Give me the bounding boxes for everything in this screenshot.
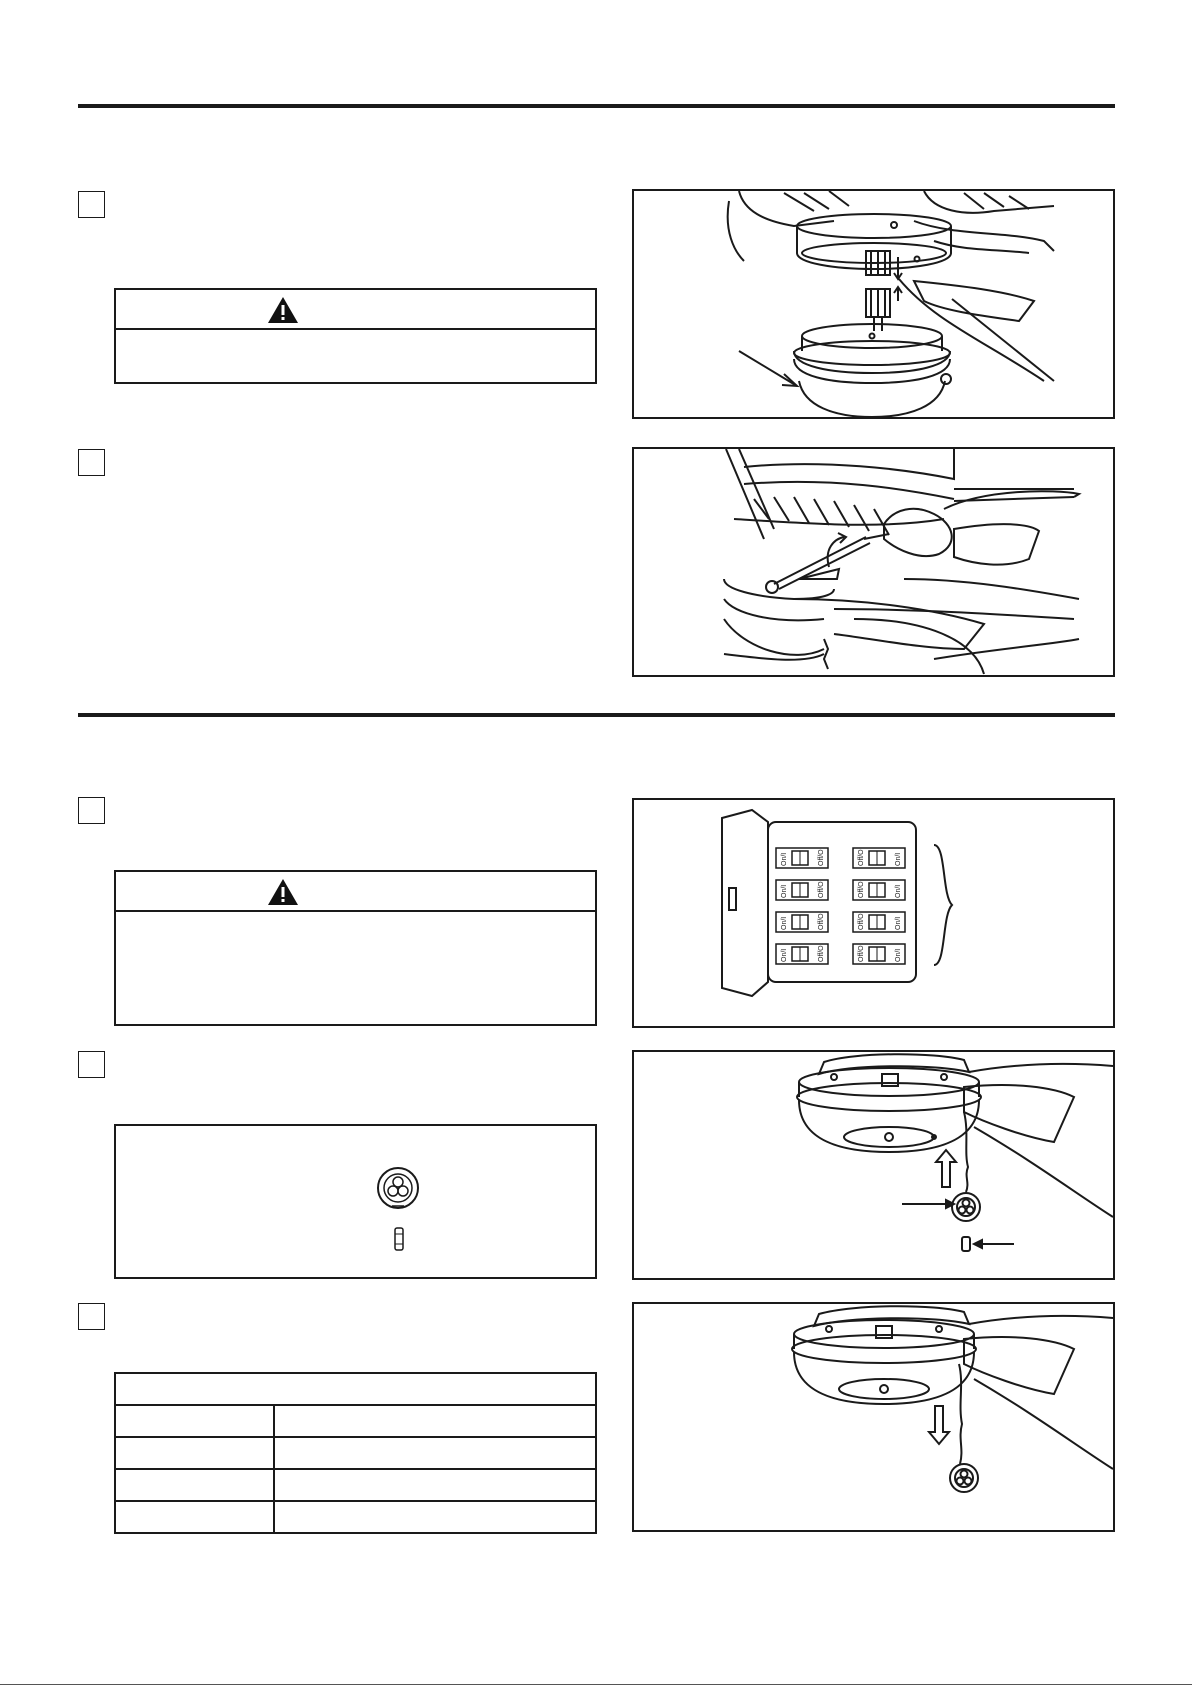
parts-box-pull-chain <box>114 1124 597 1279</box>
table-row <box>115 1405 596 1437</box>
step-checkbox-4 <box>78 1051 105 1078</box>
figure-pull-chain-operate <box>632 1302 1115 1532</box>
breaker-label-left: On/I <box>781 884 788 898</box>
table-row <box>115 1469 596 1501</box>
figure-screw-tighten <box>632 447 1115 677</box>
breaker-switch-left <box>776 912 828 932</box>
breaker-switch-left <box>776 944 828 964</box>
figure-circuit-breaker-panel <box>632 798 1115 1028</box>
breaker-label-left: On/I <box>781 948 788 962</box>
breaker-label-right: Off/O <box>818 945 825 962</box>
fan-speed-table <box>114 1372 597 1534</box>
breaker-switch-right <box>853 912 905 932</box>
breaker-label-right: Off/O <box>818 849 825 866</box>
breaker-switch-left <box>776 880 828 900</box>
warning-header <box>116 872 595 912</box>
breaker-switch-left <box>776 848 828 868</box>
breaker-label-left: Off/O <box>858 849 865 866</box>
section-divider-top <box>78 104 1115 108</box>
step-checkbox-1 <box>78 191 105 218</box>
warning-triangle-icon <box>266 877 300 907</box>
breaker-label-right: On/I <box>895 948 902 962</box>
breaker-switch-right <box>853 944 905 964</box>
breaker-label-left: On/I <box>781 916 788 930</box>
step-checkbox-5 <box>78 1303 105 1330</box>
section-divider-middle <box>78 713 1115 717</box>
chain-connector-icon <box>393 1226 405 1252</box>
breaker-label-right: On/I <box>895 916 902 930</box>
warning-box-2 <box>114 870 597 1026</box>
warning-triangle-icon <box>266 295 300 325</box>
step-checkbox-3 <box>78 797 105 824</box>
table-row <box>115 1373 596 1405</box>
step-checkbox-2 <box>78 449 105 476</box>
breaker-switch-right <box>853 880 905 900</box>
table-row <box>115 1501 596 1533</box>
warning-header <box>116 290 595 330</box>
breaker-label-left: Off/O <box>858 881 865 898</box>
breaker-label-right: Off/O <box>818 913 825 930</box>
warning-box-1 <box>114 288 597 384</box>
table-row <box>115 1437 596 1469</box>
breaker-label-left: On/I <box>781 852 788 866</box>
breaker-label-right: Off/O <box>818 881 825 898</box>
breaker-label-right: On/I <box>895 884 902 898</box>
breaker-switch-right <box>853 848 905 868</box>
breaker-label-left: Off/O <box>858 913 865 930</box>
figure-attach-pull-chain <box>632 1050 1115 1280</box>
fan-symbol-icon <box>376 1166 420 1210</box>
figure-wire-connector <box>632 189 1115 419</box>
breaker-label-left: Off/O <box>858 945 865 962</box>
breaker-label-right: On/I <box>895 852 902 866</box>
